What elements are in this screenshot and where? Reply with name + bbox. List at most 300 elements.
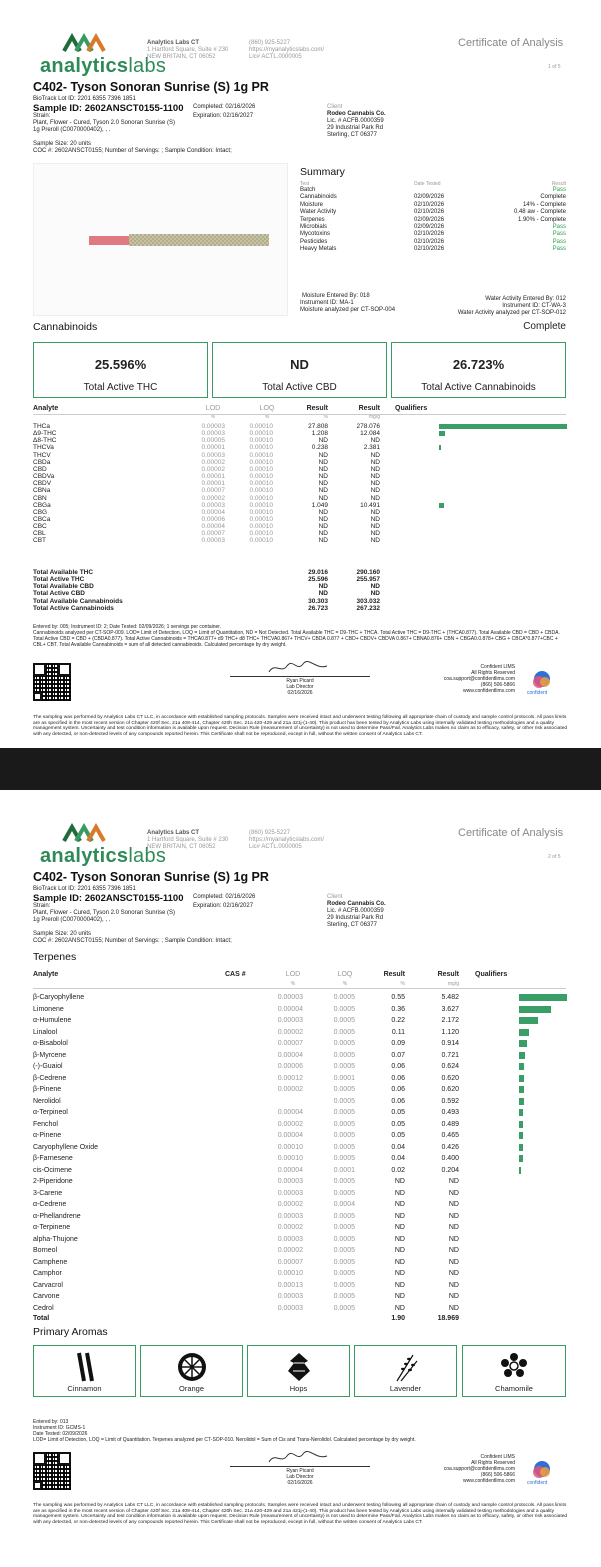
total-pct: ND <box>318 583 328 591</box>
loq-value: 0.0005 <box>333 1224 355 1231</box>
analyte-name: CBDa <box>33 458 51 466</box>
qualifier-bar <box>519 1029 529 1036</box>
terpene-row <box>33 993 566 1003</box>
lod-value: 0.00003 <box>277 1189 303 1197</box>
result-mg: ND <box>448 1247 459 1254</box>
result-mg: 0.426 <box>441 1143 459 1151</box>
lod-value: 0.00003 <box>277 1212 303 1220</box>
lab-info: Analytics Labs CT 1 Hartford Square, Suite # 230 NEW BRITAIN, CT 06052 <box>147 830 229 850</box>
analyte-name: Δ9-THC <box>33 430 57 438</box>
summary-result: 1.90% - Complete <box>517 216 566 223</box>
sample-size: Sample Size: 20 units COC #: 2602ANSCT0155; Number of Servings: ; Sample Condition: Intact; <box>33 931 232 944</box>
qualifier-bar <box>519 1052 525 1059</box>
summary-test: Batch <box>300 187 316 193</box>
terpene-row <box>33 1281 566 1291</box>
terpene-row <box>33 1166 566 1176</box>
total-pct: 25.596 <box>308 576 328 584</box>
terpene-row <box>33 1085 566 1095</box>
summary-col-result: Result <box>551 181 566 187</box>
completed-date: Completed: 02/16/2026 <box>193 104 256 110</box>
summary-result: Pass <box>552 246 566 253</box>
terpene-row <box>33 1120 566 1130</box>
qualifier-bar <box>519 994 567 1001</box>
summary-date: 02/10/2026 <box>414 201 445 208</box>
cannabinoid-row <box>33 530 566 537</box>
total-name: Total Active Cannabinoids <box>33 604 114 612</box>
orange-icon <box>176 1351 208 1383</box>
analyte-name: Cedrol <box>33 1304 54 1312</box>
expiration-date: Expiration: 02/16/2027 <box>193 903 254 909</box>
summary-row <box>300 202 566 209</box>
aroma-cinnamon: Cinnamon <box>33 1345 136 1397</box>
analyte-name: THCV <box>33 451 51 459</box>
analyte-name: Borneol <box>33 1247 58 1254</box>
analyte-name: alpha-Thujone <box>33 1235 78 1243</box>
result-pct: 0.55 <box>391 994 405 1001</box>
total-mg: 290.160 <box>356 569 380 576</box>
cinnamon-icon <box>70 1351 100 1383</box>
analyte-name: β-Caryophyllene <box>33 994 85 1001</box>
analyte-name: β-Myrcene <box>33 1051 67 1059</box>
result-pct: ND <box>394 1304 405 1312</box>
analyte-name: α-Bisabolol <box>33 1040 68 1047</box>
result-mg: ND <box>370 537 380 545</box>
loq-value: 0.00010 <box>249 480 273 488</box>
product-image <box>33 163 288 316</box>
cannabinoid-total-row <box>33 598 566 605</box>
expiration-date: Expiration: 02/16/2027 <box>193 113 254 119</box>
summary-row <box>300 194 566 201</box>
analyte-name: cis-Ocimene <box>33 1166 72 1174</box>
loq-value: 0.00010 <box>249 458 273 466</box>
terpene-row <box>33 1292 566 1302</box>
lod-value: 0.00003 <box>277 1293 303 1300</box>
qualifier-bar <box>519 1017 538 1024</box>
total-mg: 303.032 <box>356 597 380 605</box>
aroma-lavender: Lavender <box>354 1345 457 1397</box>
result-pct: ND <box>318 458 328 466</box>
result-pct: 0.04 <box>391 1143 405 1151</box>
summary-date: 02/10/2026 <box>414 209 445 216</box>
loq-value: 0.0005 <box>333 1270 355 1277</box>
total-pct: 26.723 <box>308 604 328 612</box>
summary-result: Pass <box>552 224 566 230</box>
cannabinoid-total-row <box>33 569 566 576</box>
loq-value: 0.0005 <box>333 1212 355 1220</box>
lod-value: 0.00004 <box>277 1051 303 1059</box>
result-pct: 0.06 <box>391 1097 405 1105</box>
terpene-row <box>33 1189 566 1199</box>
lod-value: 0.00004 <box>201 508 225 516</box>
result-mg: ND <box>448 1281 459 1289</box>
loq-value: 0.0005 <box>333 1005 355 1013</box>
result-mg: 0.914 <box>441 1040 459 1047</box>
lavender-icon <box>391 1351 421 1383</box>
qr-code-icon <box>33 663 71 701</box>
qualifier-bar <box>519 1063 524 1070</box>
analyte-name: CBC <box>33 523 47 531</box>
loq-value: 0.00010 <box>249 508 273 516</box>
loq-value: 0.00010 <box>249 423 273 430</box>
result-mg: ND <box>370 465 380 473</box>
completed-date: Completed: 02/16/2026 <box>193 894 256 900</box>
cannabinoid-notes: Entered by: 005; Instrument ID: 2; Date Tested: 02/09/2026; 1 servings per container. Cannabinoids analyzed per CT-SOP-009. LOD= Limit of Detection, LOQ = Limit of Quantitation, ND = Not Detected. Total Available THC = D9-THC + THCA. Total Active THC = D9-THC + (THCA0.877). Total Available CBD = CBD + CBDA. Total Active CBD = CBD + (CBDA0.877). Total Active Cannabinoids = THCA0.877+ d9 THC+ d8 THC+ THCVA0.867+ THCV+ CBDA 0.877 + CBD+ CBDV+ CBDVA 0.867+ CBNA0.876+ CBN + CBGA0.0.878+ CBG + CBCA*0.877+CBC + CBL+ CBT. Total Available Cannabinoids = sum of all detected cannabinoids. Calculated percentage by dry weight. <box>33 624 560 648</box>
summary-result: Complete <box>540 194 566 201</box>
coa-page-1 <box>0 0 601 748</box>
result-mg: 10.491 <box>360 501 380 509</box>
loq-value: 0.00010 <box>249 430 273 438</box>
summary-result: Pass <box>552 238 566 245</box>
result-pct: ND <box>394 1247 405 1254</box>
qualifier-bar <box>519 1075 524 1082</box>
analyte-name: α-Phellandrene <box>33 1212 81 1220</box>
total-name: Total Available CBD <box>33 583 94 591</box>
result-mg: 278.076 <box>356 423 380 430</box>
lod-value: 0.00003 <box>201 430 225 438</box>
summary-test: Mycotoxins <box>300 231 331 238</box>
analyte-name: CBGa <box>33 501 51 509</box>
summary-row <box>300 239 566 246</box>
lod-value: 0.00002 <box>277 1224 303 1231</box>
result-pct: 0.06 <box>391 1074 405 1082</box>
aroma-chamomile: Chamomile <box>462 1345 566 1397</box>
result-pct: 0.05 <box>391 1132 405 1139</box>
lod-value: 0.00004 <box>201 523 225 531</box>
result-pct: 0.02 <box>391 1166 405 1174</box>
loq-value: 0.00010 <box>249 537 273 545</box>
cannabinoid-row <box>33 487 566 494</box>
lod-value: 0.00004 <box>277 1132 303 1139</box>
terpene-row <box>33 1223 566 1233</box>
analyte-name: Carvacrol <box>33 1281 63 1289</box>
result-pct: ND <box>394 1224 405 1231</box>
result-mg: 0.620 <box>441 1074 459 1082</box>
terpene-row <box>33 1097 566 1107</box>
summary-test: Cannabinoids <box>300 194 337 201</box>
result-mg: ND <box>448 1201 459 1208</box>
loq-value: 0.0005 <box>333 1097 355 1105</box>
lod-value: 0.00003 <box>277 1017 303 1024</box>
result-pct: 0.05 <box>391 1109 405 1116</box>
loq-value: 0.0005 <box>333 1235 355 1243</box>
summary-row <box>300 217 566 224</box>
loq-value: 0.0005 <box>333 1178 355 1185</box>
lot-id: BioTrack Lot ID: 2201 6355 7396 1851 <box>33 886 136 892</box>
preroll-icon <box>34 164 289 317</box>
brand-wordmark: analyticslabs <box>40 845 167 867</box>
result-pct: 0.09 <box>391 1040 405 1047</box>
qualifier-bar <box>439 424 567 429</box>
page-separator <box>0 748 601 790</box>
lod-value: 0.00007 <box>201 487 225 495</box>
total-name: Total Active CBD <box>33 590 86 598</box>
terpene-row <box>33 1154 566 1164</box>
lod-value: 0.00003 <box>277 1178 303 1185</box>
coa-title: Certificate of Analysis <box>458 827 564 839</box>
result-mg: ND <box>448 1293 459 1300</box>
terpene-row <box>33 1016 566 1026</box>
loq-value: 0.0005 <box>333 1132 355 1139</box>
result-pct: ND <box>318 437 328 445</box>
result-mg: ND <box>370 451 380 459</box>
result-mg: 0.592 <box>441 1097 459 1105</box>
cannabinoid-row <box>33 516 566 523</box>
result-mg: 1.120 <box>441 1028 459 1036</box>
terpene-row <box>33 1039 566 1049</box>
loq-value: 0.00010 <box>249 444 273 452</box>
terpene-row <box>33 1212 566 1222</box>
coa-title: Certificate of Analysis <box>458 37 564 49</box>
cannabinoid-row <box>33 437 566 444</box>
terpene-row <box>33 1108 566 1118</box>
lod-value: 0.00007 <box>201 530 225 538</box>
cannabinoid-total-row <box>33 583 566 590</box>
result-pct: 0.05 <box>391 1120 405 1128</box>
loq-value: 0.00010 <box>249 465 273 473</box>
summary-test: Water Activity <box>300 209 337 216</box>
lod-value: 0.00006 <box>277 1063 303 1070</box>
lod-value: 0.00002 <box>201 465 225 473</box>
analyte-name: α-Humulene <box>33 1017 72 1024</box>
result-pct: ND <box>394 1235 405 1243</box>
loq-value: 0.00010 <box>249 473 273 481</box>
result-mg: ND <box>448 1258 459 1266</box>
qualifier-bar <box>519 1167 521 1174</box>
result-pct: ND <box>318 494 328 502</box>
cannabinoid-row <box>33 466 566 473</box>
result-pct: 0.238 <box>311 444 328 452</box>
confident-logo-icon <box>531 670 553 690</box>
analytics-labs-logo-icon <box>62 823 110 843</box>
lod-value: 0.00010 <box>277 1143 303 1151</box>
loq-value: 0.00010 <box>249 451 273 459</box>
aroma-hops: Hops <box>247 1345 350 1397</box>
loq-value: 0.0005 <box>333 1143 355 1151</box>
result-pct: ND <box>394 1201 405 1208</box>
cannabinoid-row <box>33 502 566 509</box>
total-pct: 29.016 <box>308 569 328 576</box>
total-mg: 267.232 <box>356 604 380 612</box>
chamomile-icon <box>499 1351 529 1381</box>
lod-value: 0.00003 <box>201 537 225 545</box>
loq-value: 0.0001 <box>333 1166 355 1174</box>
total-name: Total Available Cannabinoids <box>33 597 123 605</box>
cannabinoid-row <box>33 444 566 451</box>
result-mg: ND <box>448 1212 459 1220</box>
qualifier-bar <box>519 1155 523 1162</box>
result-pct: ND <box>318 473 328 481</box>
result-pct: 0.07 <box>391 1051 405 1059</box>
result-mg: 0.624 <box>441 1063 459 1070</box>
result-pct: 1.049 <box>311 501 328 509</box>
result-mg: 2.172 <box>441 1017 459 1024</box>
result-mg: 3.627 <box>441 1005 459 1013</box>
lod-value: 0.00002 <box>201 458 225 466</box>
summary-date: 02/10/2026 <box>414 246 445 253</box>
qr-code-icon <box>33 1452 71 1490</box>
signature-icon <box>265 1450 335 1466</box>
analyte-name: CBCa <box>33 515 51 523</box>
lims-info: Confident LIMS All Rights Reserved coa.support@confidentlims.com (866) 506-5866 www.confidentlims.com <box>443 664 515 694</box>
result-mg: ND <box>448 1235 459 1243</box>
result-mg: 0.620 <box>441 1086 459 1093</box>
terpene-row <box>33 1269 566 1279</box>
sample-id: Sample ID: 2602ANSCT0155-1100 <box>33 103 184 114</box>
total-name: Total Active THC <box>33 576 85 584</box>
sample-title: C402- Tyson Sonoran Sunrise (S) 1g PR <box>33 870 269 884</box>
loq-value: 0.0005 <box>333 1304 355 1312</box>
result-mg: ND <box>370 437 380 445</box>
result-pct: ND <box>318 537 328 545</box>
analytics-labs-logo-icon <box>62 33 110 53</box>
summary-result: 14% - Complete <box>522 201 566 208</box>
loq-value: 0.0005 <box>333 1063 355 1070</box>
loq-value: 0.0004 <box>333 1201 355 1208</box>
lod-value: 0.00003 <box>201 423 225 430</box>
result-mg: 0.465 <box>441 1132 459 1139</box>
lod-value: 0.00003 <box>201 501 225 509</box>
qualifier-bar <box>519 1132 523 1139</box>
confident-wordmark: confident <box>527 690 548 696</box>
loq-value: 0.0005 <box>333 1189 355 1197</box>
loq-value: 0.0005 <box>333 1017 355 1024</box>
cannabinoid-total-row <box>33 576 566 583</box>
result-pct: 1.208 <box>311 430 328 438</box>
loq-value: 0.00010 <box>249 523 273 531</box>
analyte-name: CBNa <box>33 487 51 495</box>
loq-value: 0.0005 <box>333 1086 355 1093</box>
loq-value: 0.0005 <box>333 1293 355 1300</box>
qualifier-bar <box>519 1040 527 1047</box>
analyte-name: CBT <box>33 537 46 545</box>
analyte-name: α-Terpineol <box>33 1109 68 1116</box>
loq-value: 0.0001 <box>333 1074 355 1082</box>
lod-value: 0.00003 <box>277 1304 303 1312</box>
loq-value: 0.0005 <box>333 1120 355 1128</box>
lab-contact: (860) 925-5227 https://myanalyticslabs.com/ Lic# ACTL.0000005 <box>249 830 325 850</box>
summary-date: 02/09/2026 <box>414 194 445 201</box>
summary-row <box>300 187 566 194</box>
summary-test: Heavy Metals <box>300 246 337 253</box>
sample-details: Strain: Plant, Flower - Cured, Tyson 2.0 Sonoran Sunrise (S) 1g Preroll (C0070000402), , . <box>33 113 175 133</box>
cannabinoid-row <box>33 509 566 516</box>
sample-details: Strain: Plant, Flower - Cured, Tyson 2.0 Sonoran Sunrise (S) 1g Preroll (C0070000402), , . <box>33 903 175 923</box>
client-info: Client Rodeo Cannabis Co. Lic. # ACFB.0000359 29 Industrial Park Rd Sterling, CT 06377 <box>327 104 386 138</box>
summary-date: 02/09/2026 <box>414 216 445 223</box>
result-mg: 2.381 <box>363 444 380 452</box>
lod-value: 0.00003 <box>277 1235 303 1243</box>
analyte-name: 3-Carene <box>33 1189 63 1197</box>
lod-value: 0.00001 <box>201 480 225 488</box>
qualifier-bar <box>519 1144 523 1151</box>
lab-info: Analytics Labs CT 1 Hartford Square, Suite # 230 NEW BRITAIN, CT 06052 <box>147 40 229 60</box>
analyte-name: CBL <box>33 530 46 538</box>
lod-value: 0.00013 <box>277 1281 303 1289</box>
analyte-name: Caryophyllene Oxide <box>33 1143 98 1151</box>
summary-result: Pass <box>552 231 566 238</box>
total-mg: 255.957 <box>356 576 380 584</box>
result-mg: ND <box>370 487 380 495</box>
result-mg: ND <box>370 508 380 516</box>
analyte-name: Linalool <box>33 1028 58 1036</box>
summary-test: Pesticides <box>300 238 328 245</box>
qualifier-bar <box>519 1086 524 1093</box>
cannabinoid-row <box>33 430 566 437</box>
result-mg: ND <box>370 458 380 466</box>
analyte-name: CBN <box>33 494 47 502</box>
analyte-name: (-)-Guaiol <box>33 1063 63 1070</box>
summary-row <box>300 224 566 231</box>
analyte-name: Nerolidol <box>33 1097 61 1105</box>
terpene-row <box>33 1200 566 1210</box>
result-mg: ND <box>370 530 380 538</box>
result-pct: 0.04 <box>391 1155 405 1162</box>
summary-row <box>300 231 566 238</box>
result-pct: 0.06 <box>391 1063 405 1070</box>
result-pct: ND <box>394 1189 405 1197</box>
result-mg: ND <box>448 1270 459 1277</box>
page-number: 1 of 5 <box>548 64 561 70</box>
result-mg: ND <box>370 473 380 481</box>
lod-value: 0.00002 <box>277 1086 303 1093</box>
result-mg: ND <box>370 494 380 502</box>
lod-value: 0.00003 <box>201 451 225 459</box>
lod-value: 0.00002 <box>277 1247 303 1254</box>
result-mg: 12.084 <box>360 430 380 438</box>
result-pct: ND <box>394 1281 405 1289</box>
result-pct: ND <box>394 1293 405 1300</box>
analyte-name: CBDV <box>33 480 52 488</box>
summary-test: Microbials <box>300 224 328 230</box>
total-pct: 30.303 <box>308 597 328 605</box>
terpene-row <box>33 1246 566 1256</box>
analyte-name: THCVa <box>33 444 54 452</box>
analyte-name: CBDVa <box>33 473 55 481</box>
lod-value: 0.00004 <box>277 1109 303 1116</box>
qualifier-bar <box>519 1006 551 1013</box>
result-mg: ND <box>448 1189 459 1197</box>
hops-icon <box>284 1351 314 1383</box>
loq-value: 0.0005 <box>333 1281 355 1289</box>
client-info: Client Rodeo Cannabis Co. Lic. # ACFB.0000359 29 Industrial Park Rd Sterling, CT 06377 <box>327 894 386 928</box>
lod-value: 0.00002 <box>201 494 225 502</box>
loq-value: 0.0005 <box>333 1040 355 1047</box>
qualifier-bar <box>439 503 444 508</box>
cannabinoid-row <box>33 495 566 502</box>
terpene-row <box>33 1131 566 1141</box>
brand-wordmark: analyticslabs <box>40 55 167 77</box>
water-activity-info: Water Activity Entered By: 012 Instrument ID: CT-WA-3 Water Activity analyzed per CT-SOP-012 <box>457 296 566 316</box>
lod-value: 0.00004 <box>277 1166 303 1174</box>
result-pct: 0.22 <box>391 1017 405 1024</box>
lod-value: 0.00005 <box>201 437 225 445</box>
lot-id: BioTrack Lot ID: 2201 6355 7396 1851 <box>33 96 136 102</box>
summary-col-test: Test <box>300 181 310 187</box>
analyte-name: α-Terpinene <box>33 1224 71 1231</box>
loq-value: 0.0005 <box>333 1258 355 1266</box>
summary-result: Pass <box>552 187 566 193</box>
terpene-row <box>33 1074 566 1084</box>
lod-value: 0.00010 <box>277 1155 303 1162</box>
result-mg: ND <box>370 515 380 523</box>
total-name: Total Available THC <box>33 569 94 576</box>
summary-row <box>300 246 566 253</box>
analyte-name: Limonene <box>33 1005 64 1013</box>
total-cbd-box: ND Total Active CBD <box>212 342 387 398</box>
lims-info: Confident LIMS All Rights Reserved coa.support@confidentlims.com (866) 506-5866 www.confidentlims.com <box>443 1454 515 1484</box>
result-pct: ND <box>394 1178 405 1185</box>
cannabinoid-total-row <box>33 590 566 597</box>
